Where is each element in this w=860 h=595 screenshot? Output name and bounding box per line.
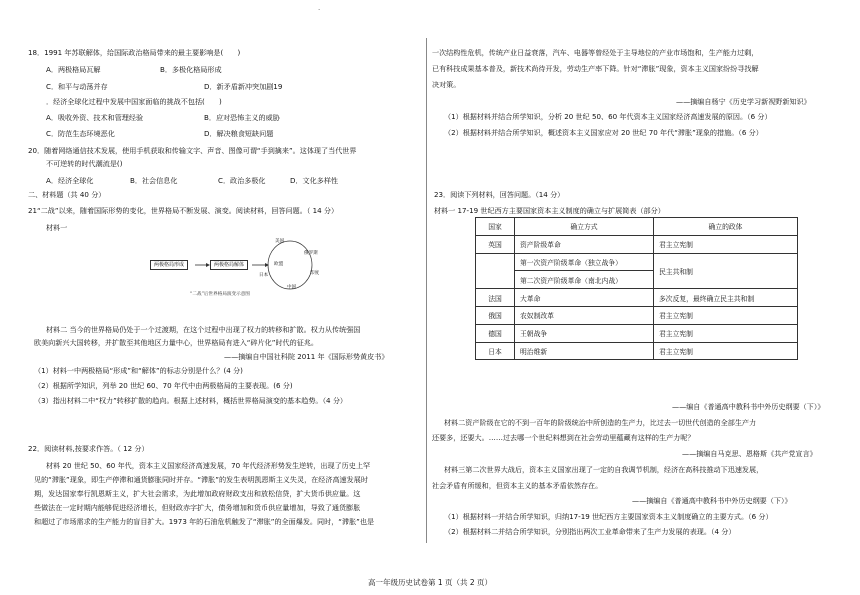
q22-material-line8: 决对策。 <box>432 80 461 89</box>
q21-material2-line2: 欧美向新兴大国转移，并扩散至其他地区力量中心，世界格局有进入“碎片化”时代的征兆。 <box>34 338 319 347</box>
q23-part1: （1）根据材料一并结合所学知识，归纳17-19 世纪西方主要国家资本主义制度确立的主要方式。（6 分） <box>444 512 773 521</box>
q23-table-source: ——编自《普通高中教科书中外历史纲要（下）》 <box>672 402 825 411</box>
scan-mark: · <box>318 6 321 14</box>
table-header-government: 确立的政体 <box>654 218 798 236</box>
diagram-caption: “二战”后世界格局演变示意图 <box>190 292 250 297</box>
diagram-node-russia: 俄罗斯 <box>304 251 318 256</box>
table-row <box>476 235 798 253</box>
q23-material1-title: 材料一 17-19 世纪西方主要国家资本主义制度的确立与扩展简表（部分） <box>434 206 665 215</box>
table-header-row <box>476 218 798 236</box>
diagram-box-formation: 两极格局形成 <box>150 260 188 270</box>
q21-material1-label: 材料一 <box>46 223 68 232</box>
q18-stem: 18．1991 年苏联解体，给国际政治格局带来的最主要影响是( ) <box>28 48 241 57</box>
q20-option-d: D．文化多样性 <box>290 176 339 185</box>
diagram-node-china: 中国 <box>287 285 297 290</box>
table-cell-country: 英国 <box>476 235 515 253</box>
q22-material-line3: 期，发达国家奉行凯恩斯主义，扩大社会需求，为此增加政府财政支出和放松信贷，扩大货币供应量。这 <box>34 489 361 498</box>
q21-material2-source: ——摘编自中国社科院 2011 年《国际形势黄皮书》 <box>224 352 389 361</box>
q21-part3: （3）指出材料二中“权力”转移扩散的趋向。根据上述材料，概括世界格局演变的基本趋势。（4 分） <box>34 396 348 405</box>
table-cell-method: 大革命 <box>515 289 654 307</box>
q19-option-c: C．防范生态环境恶化 <box>46 129 115 138</box>
q21-stem: 21“二战”以来，随着国际形势的变化，世界格局不断发展、演变。阅读材料，回答问题。（ 14 分） <box>28 206 339 215</box>
q23-material2-source: ——摘编自马克思、恩格斯《共产党宣言》 <box>682 449 817 458</box>
table-cell-country: 德国 <box>476 324 515 342</box>
table-header-country: 国家 <box>476 218 515 236</box>
q20-stem-line1: 20．随着网络通信技术发展，使用手机获取和传输文字、声音、图像可谓“手到擒来”。这体现了当代世界 <box>28 146 357 155</box>
q23-material2-line1: 材料二资产阶级在它的不到一百年的阶级统治中所创造的生产力，比过去一切世代创造的全部生产力 <box>444 418 757 427</box>
q18-option-a: A．两极格局瓦解 <box>46 65 101 74</box>
table-cell-method: 第二次资产阶级革命（南北内战） <box>515 271 654 289</box>
q22-material-line5: 和超过了市场需求的生产能力的盲目扩大。1973 年的石油危机触发了“滞胀”的全面爆发。同时，“滞胀”也是 <box>34 517 375 526</box>
q23-material3-source: ——摘编自《普通高中教科书中外历史纲要（下）》 <box>632 496 792 505</box>
diagram-box-collapse: 两极格局解体 <box>210 260 248 270</box>
table-cell-country: 法国 <box>476 289 515 307</box>
table-row <box>476 342 798 360</box>
diagram-node-eu: 欧盟 <box>274 262 284 267</box>
table-cell-method: 农奴制改革 <box>515 306 654 324</box>
q20-option-b: B．社会信息化 <box>130 176 178 185</box>
diagram-node-us: 美国 <box>275 239 285 244</box>
q22-material-line4: 些做法在一定时期内能够促进经济增长，但财政赤字扩大，债务增加和货币供应量增加，导致了通货膨胀 <box>34 503 361 512</box>
q22-material-line1: 材料 20 世纪 50、60 年代，资本主义国家经济高速发展，70 年代经济形势发生逆转，出现了历史上罕 <box>46 461 371 470</box>
q18-option-d: D．新矛盾新冲突加剧19 <box>204 82 283 91</box>
q20-stem-line2: 不可逆转的时代潮流是() <box>46 159 123 168</box>
q23-material3-line1: 材料三第二次世界大战后，资本主义国家出现了一定的自我调节机制，经济在高科技推动下迅速发展， <box>444 465 764 474</box>
q20-option-c: C．政治多极化 <box>218 176 266 185</box>
table-cell-country <box>476 253 515 289</box>
q22-material-line2: 见的“滞胀”现象，即生产停滞和通货膨胀同时并存。“滞胀”的发生表明凯恩斯主义失灵，在经济高速发展时 <box>34 475 368 484</box>
table-cell-method: 明治维新 <box>515 342 654 360</box>
table-cell-method: 资产阶级革命 <box>515 235 654 253</box>
q19-option-a: A．吸收外资、技术和管理经验 <box>46 113 144 122</box>
table-header-method: 确立方式 <box>515 218 654 236</box>
q19-option-d: D．解决粮食短缺问题 <box>204 129 274 138</box>
q22-stem: 22．阅读材料,按要求作答。（ 12 分） <box>28 444 149 453</box>
table-cell-method: 第一次资产阶级革命（独立战争） <box>515 253 654 271</box>
table-row <box>476 289 798 307</box>
q23-stem: 23．阅读下列材料，回答问题。（14 分） <box>434 190 565 199</box>
table-row <box>476 253 798 271</box>
q23-material2-line2: 还要多，还要大。……过去哪一个世纪料想到在社会劳动里蕴藏有这样的生产力呢？ <box>432 433 695 442</box>
table-cell-government: 君主立宪制 <box>654 342 798 360</box>
q19-stem: ．经济全球化过程中发展中国家面临的挑战不包括( ) <box>46 97 222 106</box>
table-cell-country: 俄国 <box>476 306 515 324</box>
q22-part1: （1）根据材料并结合所学知识，分析 20 世纪 50、60 年代资本主义国家经济高速发展的原因。（6 分） <box>444 112 772 121</box>
table-cell-method: 王朝战争 <box>515 324 654 342</box>
q22-material-line6: 一次结构性危机，传统产业日益衰落，汽车、电器等曾经处于主导地位的产业市场饱和，生产能力过剩， <box>432 48 759 57</box>
q18-option-b: B．多极化格局形成 <box>160 65 222 74</box>
capitalism-table <box>475 217 798 360</box>
table-cell-government: 君主立宪制 <box>654 235 798 253</box>
q23-material3-line2: 社会矛盾有所缓和，但资本主义的基本矛盾依然存在。 <box>432 481 603 490</box>
table-cell-country: 日本 <box>476 342 515 360</box>
q22-part2: （2）根据材料并结合所学知识，概述资本主义国家应对 20 世纪 70 年代“滞胀”现象的措施。（6 分） <box>444 128 763 137</box>
table-row <box>476 306 798 324</box>
q19-option-b: B．应对恐怖主义的威胁 <box>204 113 280 122</box>
q20-option-a: A．经济全球化 <box>46 176 94 185</box>
page-footer: 高一年级历史试卷第 1 页（共 2 页） <box>367 578 493 587</box>
q23-part2: （2）根据材料二并结合所学知识，分别指出两次工业革命带来了生产力发展的表现。（4 分） <box>444 527 736 536</box>
column-divider <box>426 38 427 543</box>
table-cell-government: 君主立宪制 <box>654 324 798 342</box>
section-heading: 二、材料题（共 40 分） <box>28 190 106 199</box>
table-cell-government: 多次反复，最终确立民主共和制 <box>654 289 798 307</box>
diagram-node-india: 印度 <box>310 271 320 276</box>
q22-material-line7: 已有科技成果基本普及，新技术尚待开发，劳动生产率下降。针对“滞胀”现象，资本主义国家纷纷寻找解 <box>432 64 759 73</box>
q22-material-source: ——摘编自杨宁《历史学习新视野新知识》 <box>676 97 811 106</box>
q21-part2: （2）根据所学知识，列举 20 世纪 60、70 年代中由两极格局的主要表现。(6 分) <box>34 381 293 390</box>
q18-option-c: C．和平与动荡并存 <box>46 82 108 91</box>
table-row <box>476 324 798 342</box>
q21-material2-line1: 材料二 当今的世界格局仍处于一个过渡期，在这个过程中出现了权力的转移和扩散。权力从传统强国 <box>46 325 361 334</box>
table-cell-government: 民主共和制 <box>654 253 798 289</box>
diagram-node-japan: 日本 <box>259 273 269 278</box>
table-cell-government: 君主立宪制 <box>654 306 798 324</box>
q21-part1: （1）材料一中两极格局“形成”和“解体”的标志分别是什么？(4 分) <box>34 366 243 375</box>
